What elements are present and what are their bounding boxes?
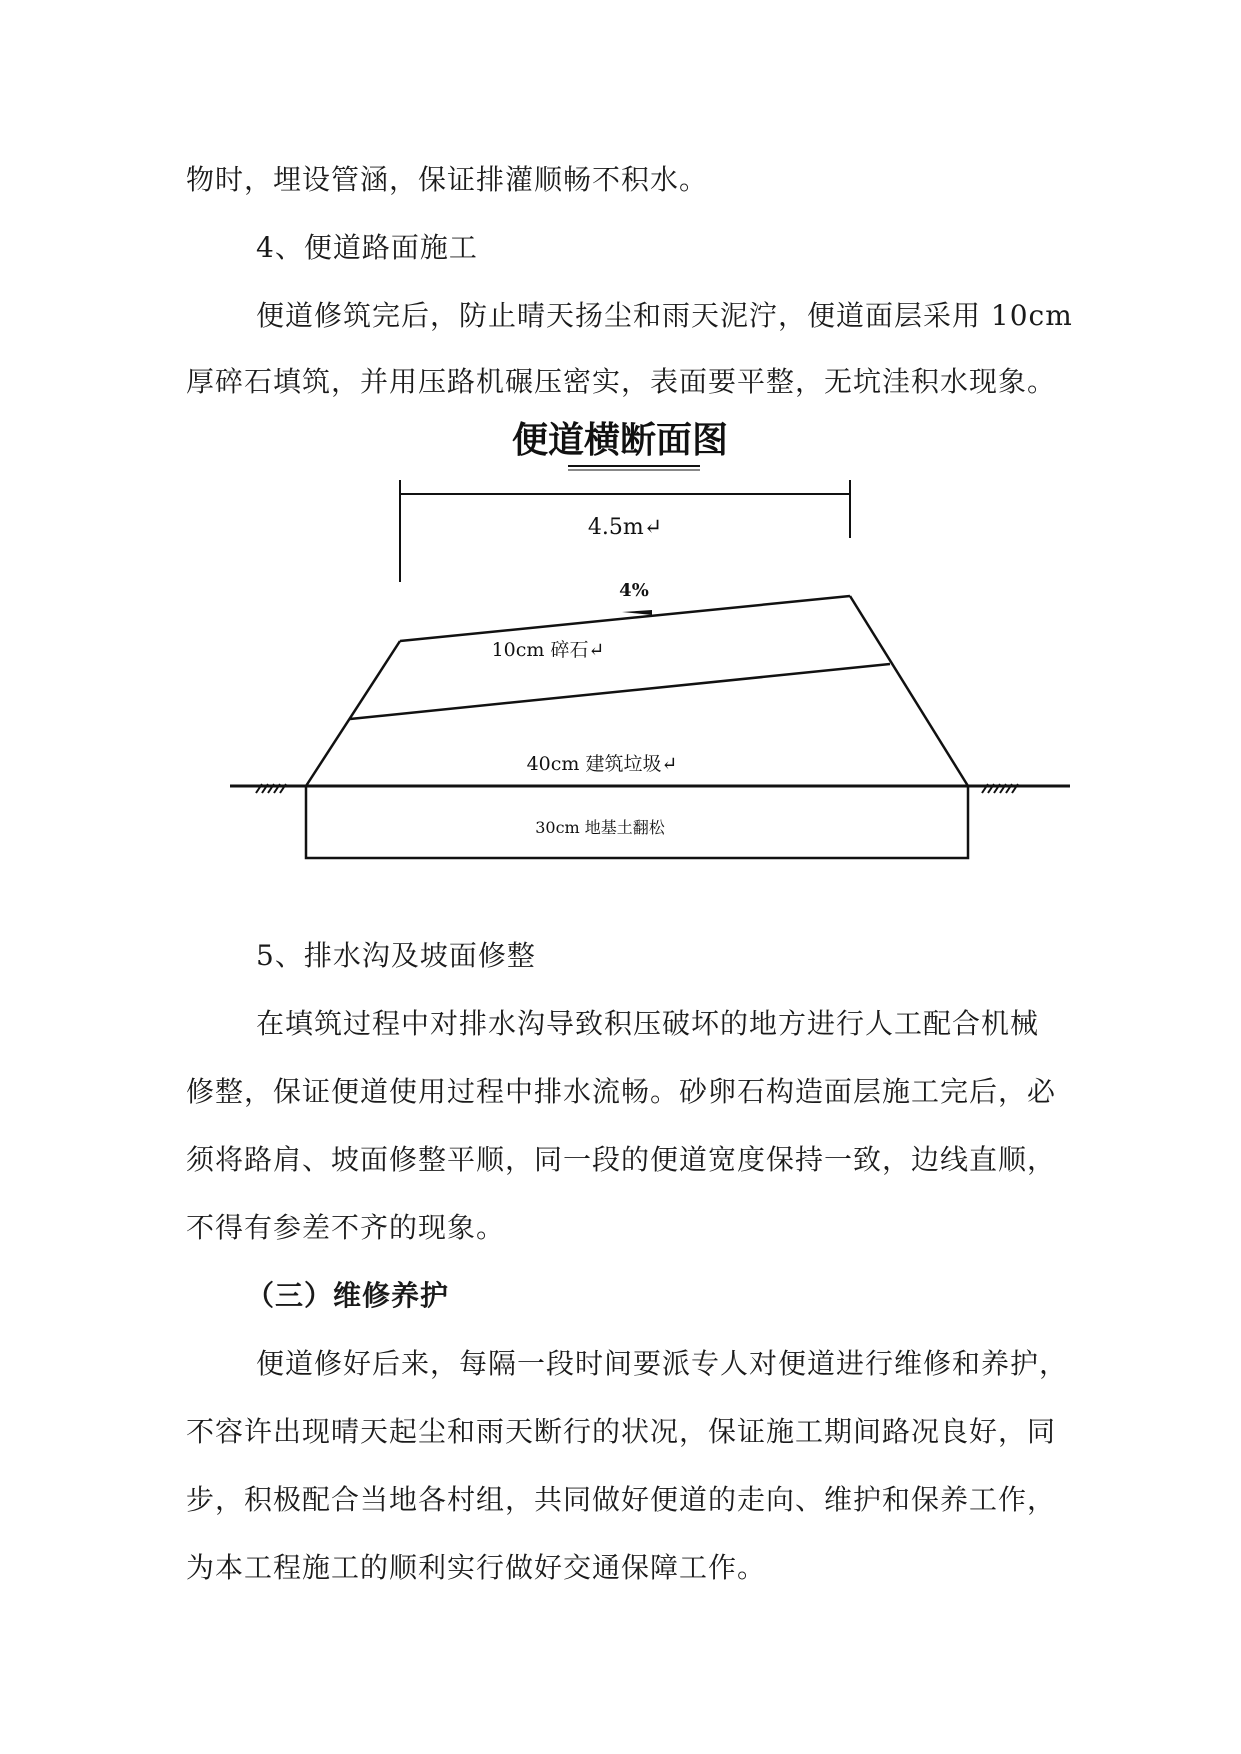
text-line: 步，积极配合当地各村组，共同做好便道的走向、维护和保养工作，	[186, 1483, 1057, 1516]
layer-top-label: 10cm 碎石↵	[491, 639, 605, 661]
text-line: 须将路肩、坡面修整平顺，同一段的便道宽度保持一致，边线直顺，	[186, 1143, 1057, 1176]
layer-boundary-line	[350, 664, 890, 719]
figure-title: 便道横断面图	[511, 419, 729, 461]
layer-bottom-label: 30cm 地基土翻松	[535, 818, 665, 837]
road-cross-section-figure	[220, 410, 1080, 880]
subheading-4: 4、便道路面施工	[256, 231, 478, 264]
slope-label: 4%	[619, 580, 649, 601]
layer-mid-label: 40cm 建筑垃圾↵	[526, 753, 678, 775]
subheading-5: 5、排水沟及坡面修整	[256, 939, 536, 972]
text-line: 厚碎石填筑，并用压路机碾压密实，表面要平整，无坑洼积水现象。	[186, 365, 1057, 398]
text-line: 物时，埋设管涵，保证排灌顺畅不积水。	[186, 163, 709, 196]
text-line: 为本工程施工的顺利实行做好交通保障工作。	[186, 1551, 767, 1584]
text-line: 便道修好后来，每隔一段时间要派专人对便道进行维修和养护，	[256, 1347, 1069, 1380]
section-heading: （三）维修养护	[246, 1279, 450, 1312]
slope-arrow-icon	[622, 610, 652, 615]
text-line: 不得有参差不齐的现象。	[186, 1211, 506, 1244]
text-line: 不容许出现晴天起尘和雨天断行的状况，保证施工期间路况良好，同	[186, 1415, 1057, 1448]
width-label: 4.5m↵	[587, 515, 663, 540]
text-line: 便道修筑完后，防止晴天扬尘和雨天泥泞，便道面层采用 10cm	[256, 299, 1073, 332]
text-line: 在填筑过程中对排水沟导致积压破坏的地方进行人工配合机械	[256, 1007, 1040, 1040]
top-surface-line	[400, 596, 850, 641]
left-slope-line	[306, 641, 400, 786]
right-slope-line	[850, 596, 968, 786]
text-line: 修整，保证便道使用过程中排水流畅。砂卵石构造面层施工完后，必	[186, 1075, 1057, 1108]
